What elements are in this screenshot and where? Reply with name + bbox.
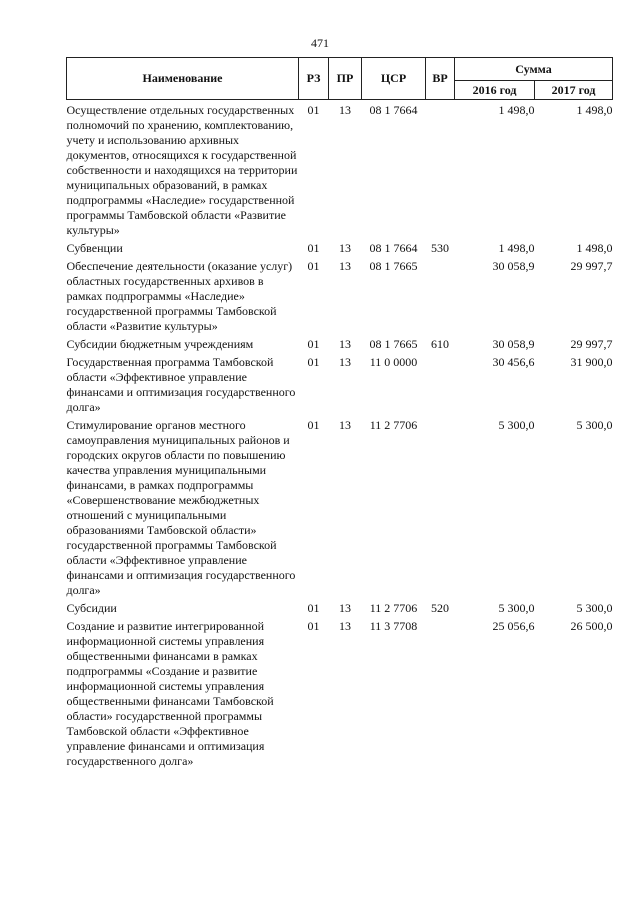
row-sum-2016: 30 058,9 <box>492 337 535 351</box>
header-name: Наименование <box>67 58 299 100</box>
row-sum-2016: 30 456,6 <box>492 355 535 369</box>
row-name: Осуществление отдельных государственных полномочий по хранению, комплектованию, учету и использованию архивных документов, относящихся к государственной собственности и находящихся на территории муниципальных образований, в рамках подпрограммы «Наследие» государственной программы Тамбовской области «Развитие культуры» <box>66 103 298 237</box>
table-header <box>67 58 613 100</box>
row-sum-2016: 5 300,0 <box>498 418 535 432</box>
row-name: Стимулирование органов местного самоуправления муниципальных районов и городских округов области по повышению качества управления муниципальными финансами, в рамках подпрограммы «Совершенствование межбюджетных отношений с муниципальными образованиями Тамбовской области» государственной программы Тамбовской области «Эффективное управление финансами и оптимизация государственного долга» <box>66 418 296 597</box>
table-row <box>67 259 613 337</box>
row-pr: 13 <box>339 241 351 255</box>
row-csr: 11 3 7708 <box>369 619 418 633</box>
row-vr: 610 <box>431 337 449 351</box>
page-number: 471 <box>311 36 329 50</box>
table-row <box>67 100 613 242</box>
row-vr: 530 <box>431 241 449 255</box>
row-pr: 13 <box>339 418 351 432</box>
row-vr <box>426 418 455 601</box>
header-2017: 2017 год <box>535 81 613 100</box>
row-rz: 01 <box>307 241 320 255</box>
row-sum-2017: 29 997,7 <box>570 337 613 351</box>
row-name: Создание и развитие интегрированной информационной системы управления общественными финансами в рамках подпрограммы «Создание и развитие информационной системы управления общественными финансами Тамбовской области» государственной программы Тамбовской области «Эффективное управление финансами и оптимизация государственного долга» <box>66 619 274 768</box>
row-pr: 13 <box>339 103 351 117</box>
row-csr: 08 1 7665 <box>369 337 418 351</box>
table-row <box>67 418 613 601</box>
row-sum-2017: 5 300,0 <box>576 418 613 432</box>
row-name: Обеспечение деятельности (оказание услуг) областных государственных архивов в рамках подпрограммы «Наследие» государственной программы Тамбовской области «Развитие культуры» <box>66 259 293 333</box>
row-sum-2016: 1 498,0 <box>498 241 535 255</box>
row-sum-2017: 29 997,7 <box>570 259 613 273</box>
row-rz: 01 <box>307 337 320 351</box>
table-row <box>67 337 613 355</box>
row-csr: 08 1 7665 <box>369 259 418 273</box>
row-sum-2016: 1 498,0 <box>498 103 535 117</box>
row-pr: 13 <box>339 337 351 351</box>
row-vr <box>426 619 455 772</box>
row-pr: 13 <box>339 355 351 369</box>
row-rz: 01 <box>307 418 320 432</box>
row-csr: 08 1 7664 <box>369 241 418 255</box>
row-csr: 08 1 7664 <box>369 103 418 117</box>
row-sum-2017: 5 300,0 <box>576 601 613 615</box>
row-csr: 11 2 7706 <box>369 601 418 615</box>
row-vr <box>426 100 455 242</box>
row-sum-2016: 25 056,6 <box>492 619 535 633</box>
row-rz: 01 <box>307 259 320 273</box>
table-row <box>67 355 613 418</box>
row-sum-2017: 31 900,0 <box>570 355 613 369</box>
row-rz: 01 <box>307 619 320 633</box>
row-sum-2017: 26 500,0 <box>570 619 613 633</box>
header-pr: ПР <box>329 58 362 100</box>
row-vr: 520 <box>431 601 449 615</box>
row-rz: 01 <box>307 601 320 615</box>
row-name: Государственная программа Тамбовской области «Эффективное управление финансами и оптимизация государственного долга» <box>66 355 296 414</box>
row-name: Субсидии бюджетным учреждениям <box>66 337 254 351</box>
table-row <box>67 619 613 772</box>
table-row <box>67 601 613 619</box>
row-sum-2017: 1 498,0 <box>576 103 613 117</box>
table-body <box>67 100 613 773</box>
row-pr: 13 <box>339 601 351 615</box>
row-name: Субвенции <box>66 241 123 255</box>
row-pr: 13 <box>339 259 351 273</box>
row-vr <box>426 259 455 337</box>
row-rz: 01 <box>307 103 320 117</box>
header-rz: РЗ <box>299 58 329 100</box>
row-vr <box>426 355 455 418</box>
row-pr: 13 <box>339 619 351 633</box>
table-row <box>67 241 613 259</box>
row-rz: 01 <box>307 355 320 369</box>
header-2016: 2016 год <box>455 81 535 100</box>
row-csr: 11 0 0000 <box>369 355 418 369</box>
header-csr: ЦСР <box>362 58 426 100</box>
row-sum-2017: 1 498,0 <box>576 241 613 255</box>
row-name: Субсидии <box>66 601 117 615</box>
row-sum-2016: 30 058,9 <box>492 259 535 273</box>
budget-table <box>66 57 613 772</box>
row-csr: 11 2 7706 <box>369 418 418 432</box>
header-sum: Сумма <box>455 58 613 81</box>
header-vr: ВР <box>426 58 455 100</box>
row-sum-2016: 5 300,0 <box>498 601 535 615</box>
